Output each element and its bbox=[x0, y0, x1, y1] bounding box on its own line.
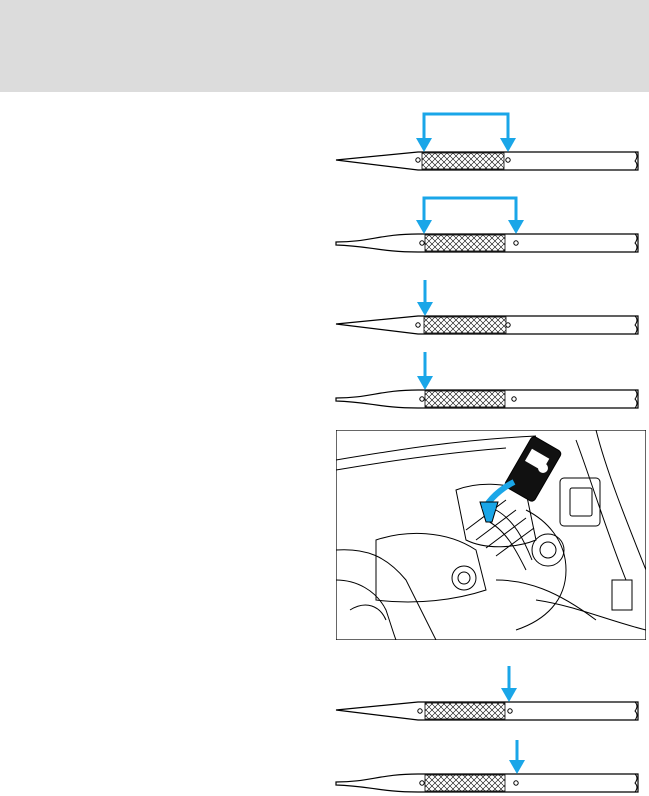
dipstick-range-arrows-1 bbox=[330, 108, 649, 178]
dipstick-low-mark-1 bbox=[330, 272, 649, 342]
header-band bbox=[0, 0, 649, 92]
engine-fill-illustration bbox=[336, 430, 646, 640]
dipstick-range-arrows-2 bbox=[330, 190, 649, 260]
dipstick-full-mark-2 bbox=[330, 726, 649, 796]
range-arrow bbox=[424, 114, 508, 138]
dipstick-low-mark-2 bbox=[330, 346, 649, 416]
dipstick-full-mark-1 bbox=[330, 656, 649, 726]
